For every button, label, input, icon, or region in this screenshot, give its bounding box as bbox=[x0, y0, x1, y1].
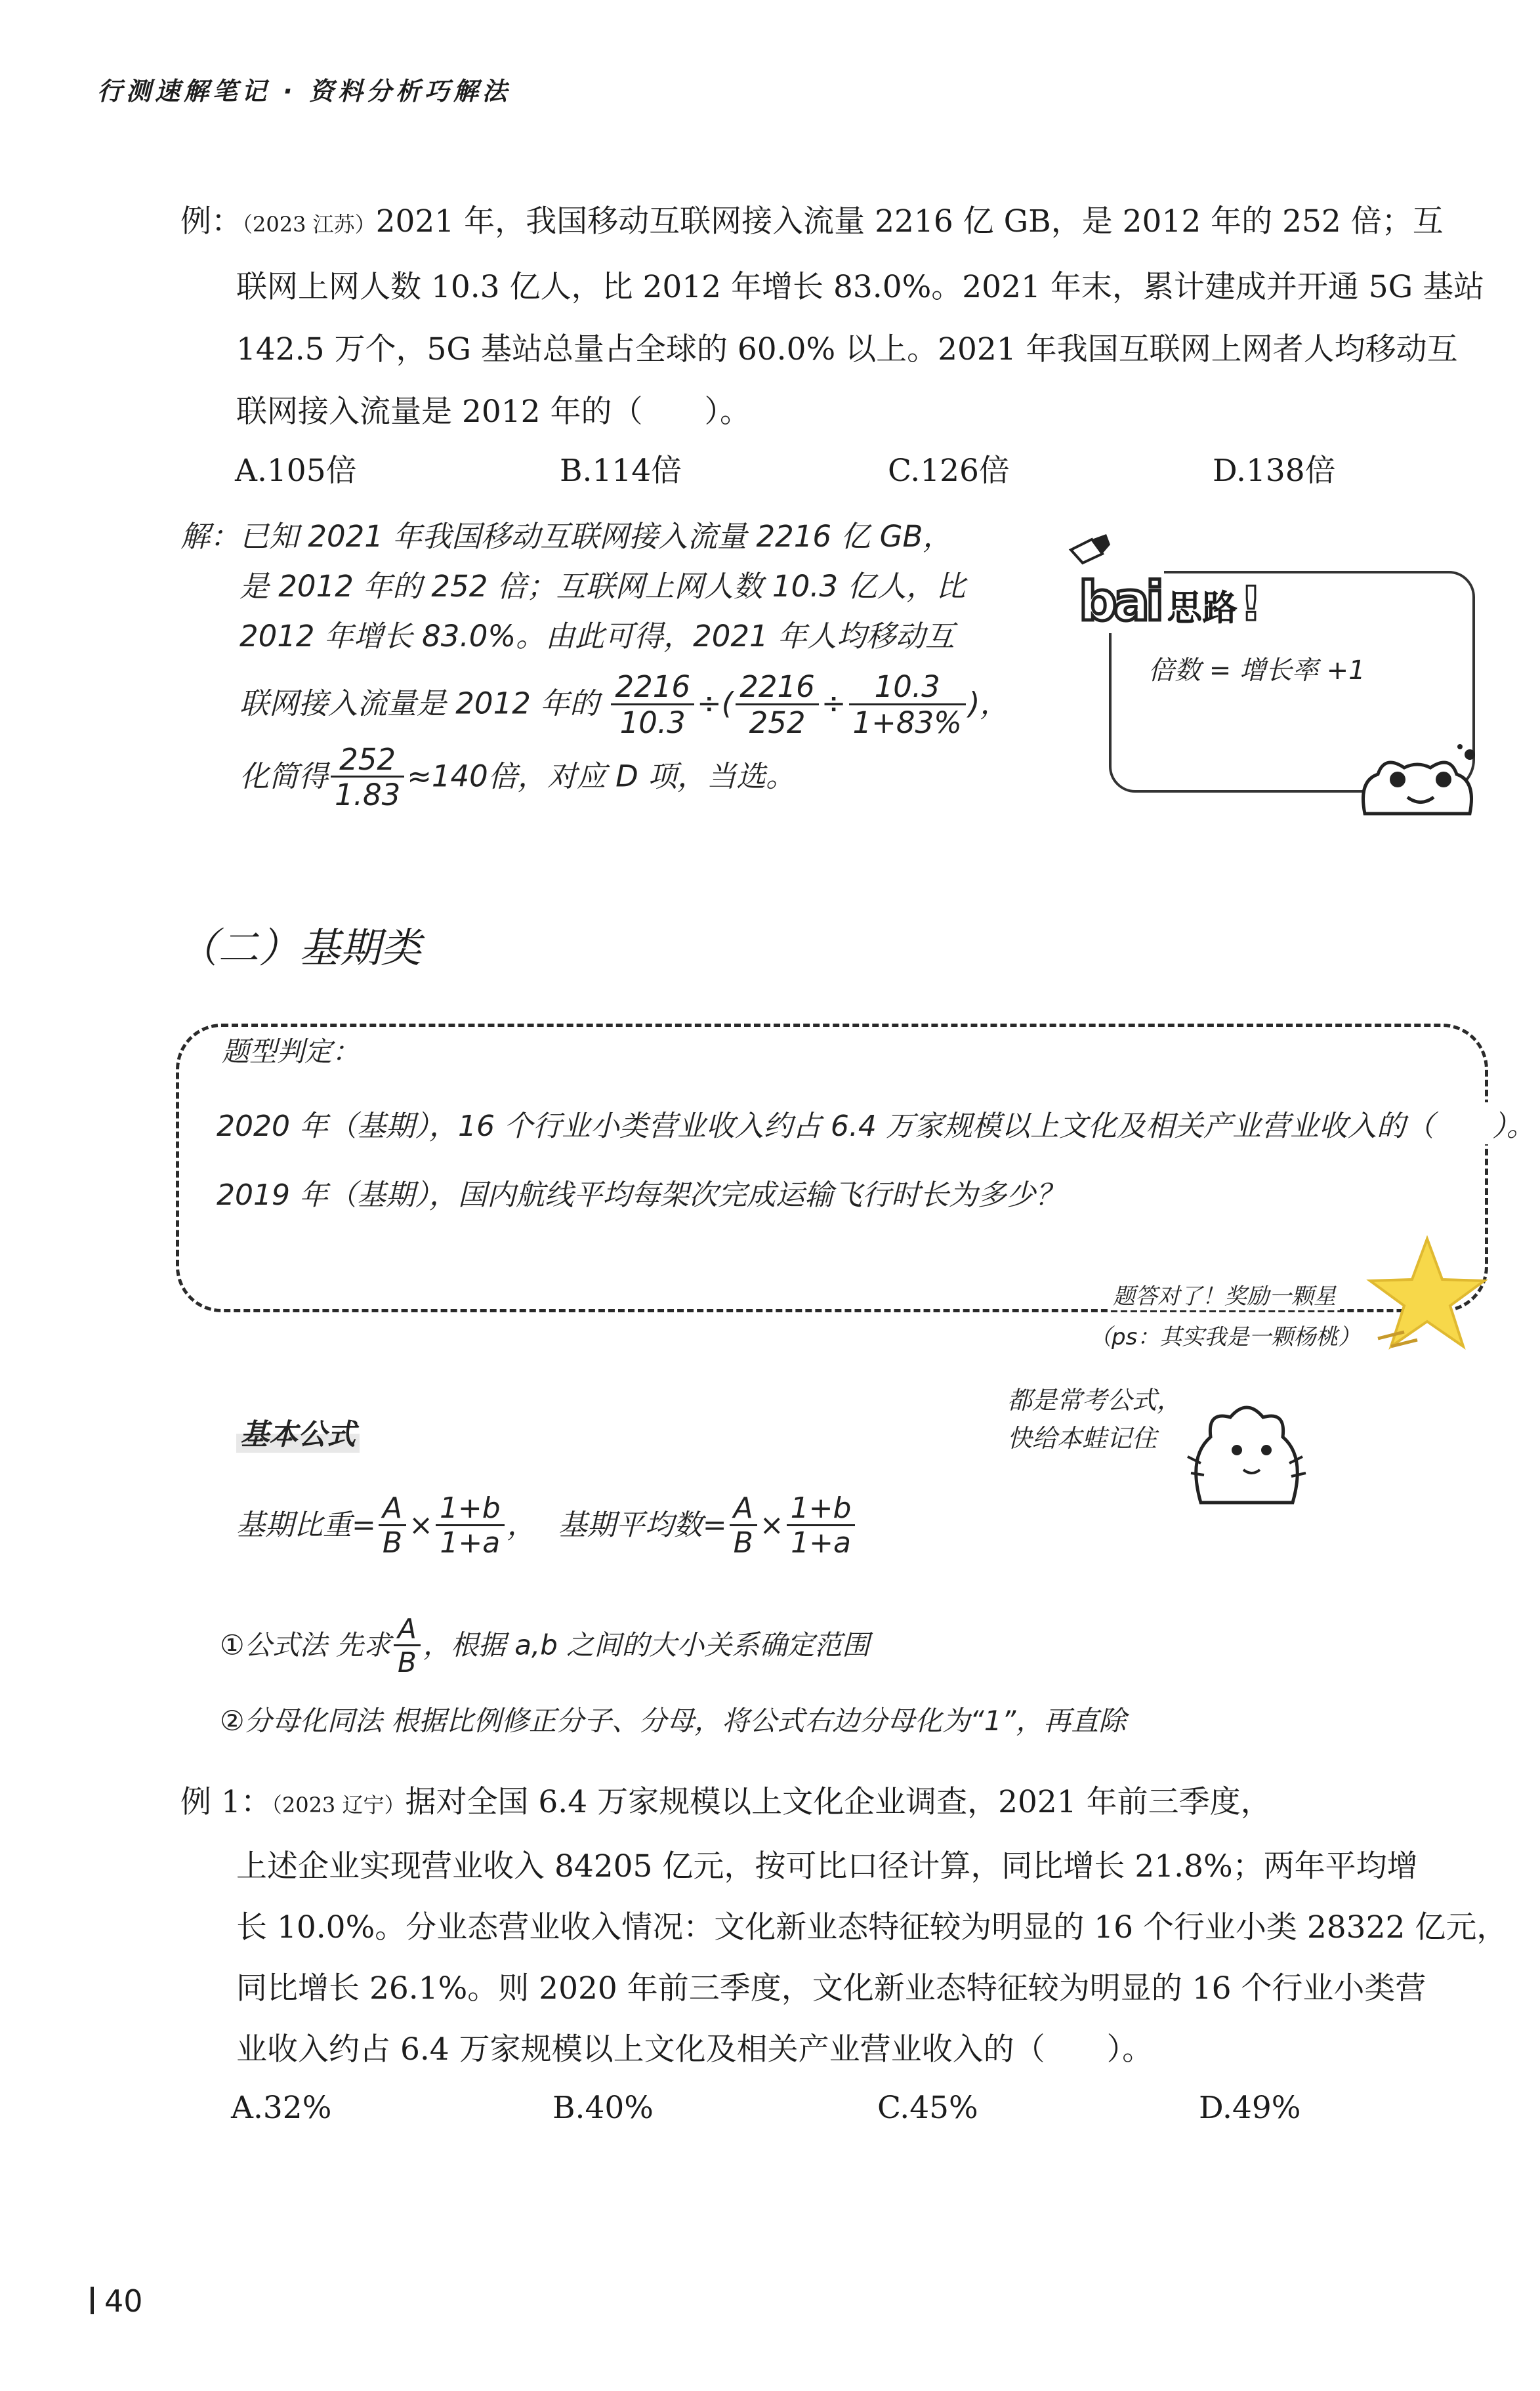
page-number: 40 bbox=[91, 2283, 143, 2319]
side-note: 都是常考公式， 快给本蛙记住 bbox=[1007, 1386, 1182, 1453]
solution-block: 解：已知 2021 年我国移动互联网接入流量 2216 亿 GB， 是 2012 年的 252 倍；互联网上网人数 10.3 亿人，比 2012 年增长 83.0%。由此可得，2021 年人均移动互 联网接入流量是 2012 年的 $\frac{2216}{10.3}$ ÷( $\frac{2216}{252}$ ÷ $\frac{10.3}{1+83\%}$ )， 化简得 $\frac{252}{1.83}$ ≈140倍，对应 D 项，当选。 bbox=[180, 512, 1033, 813]
answer-options bbox=[235, 446, 1416, 489]
fraction: $\frac{2216}{252}$ bbox=[736, 671, 819, 741]
question-line: 上述企业实现营业收入 84205 亿元，按可比口径计算，同比增长 21.8%；两年平均增 bbox=[236, 1848, 1418, 1884]
solution-line: 联网接入流量是 2012 年的 bbox=[239, 686, 600, 721]
option-b[interactable]: B.114倍 bbox=[560, 453, 682, 489]
solution-line: 是 2012 年的 252 倍；互联网上网人数 10.3 亿人，比 bbox=[239, 569, 966, 604]
solution-label: 解： bbox=[180, 519, 240, 554]
frog-icon bbox=[1352, 741, 1483, 827]
option-d[interactable]: D.49% bbox=[1199, 2090, 1301, 2126]
example-source: （2023 辽宁） bbox=[271, 1793, 406, 1818]
tip-formula: 倍数 = 增长率 +1 bbox=[1148, 655, 1365, 686]
judge-line: 2020 年（基期），16 个行业小类营业收入约占 6.4 万家规模以上文化及相关产业营业收入的（ ）。 bbox=[217, 1102, 1535, 1144]
example-label: 例： bbox=[180, 203, 242, 239]
option-c[interactable]: C.45% bbox=[877, 2090, 978, 2126]
tip-card: bai 思路! 倍数 = 增长率 +1 bbox=[1063, 525, 1483, 827]
fraction: $\frac{252}{1.83}$ bbox=[331, 743, 404, 814]
solution-line: 已知 2021 年我国移动互联网接入流量 2216 亿 GB， bbox=[239, 519, 953, 554]
fraction: $\frac{10.3}{1+83\%}$ bbox=[849, 671, 966, 741]
option-c[interactable]: C.126倍 bbox=[888, 453, 1010, 489]
fraction: $\frac{2216}{10.3}$ bbox=[611, 671, 694, 741]
fraction: $\frac{1+b}{1+a}$ bbox=[787, 1493, 856, 1561]
judge-note: 题答对了！奖励一颗星 bbox=[1109, 1278, 1340, 1310]
option-a[interactable]: A.105倍 bbox=[235, 453, 357, 489]
judge-box bbox=[176, 1024, 1488, 1312]
tip-title: 思路 bbox=[1164, 587, 1240, 629]
method-line: ①公式法 先求 $\frac{A}{B}$ ，根据 a,b 之间的大小关系确定范围 bbox=[220, 1613, 870, 1679]
example-label: 例 1： bbox=[180, 1784, 272, 1820]
example-question bbox=[180, 190, 1485, 443]
judge-label: 题型判定： bbox=[217, 1030, 365, 1070]
question-line: 同比增长 26.1%。则 2020 年前三季度，文化新业态特征较为明显的 16 个行业小类营 bbox=[236, 1970, 1426, 2006]
answer-options bbox=[231, 2090, 1412, 2129]
example-source: （2023 江苏） bbox=[242, 212, 376, 237]
question-line: 联网上网人数 10.3 亿人，比 2012 年增长 83.0%。2021 年末，累计建成并开通 5G 基站 bbox=[236, 269, 1485, 305]
brand-logo: bai bbox=[1075, 571, 1164, 633]
option-a[interactable]: A.32% bbox=[231, 2090, 332, 2126]
page-number-bar bbox=[91, 2287, 94, 2314]
fraction: $\frac{1+b}{1+a}$ bbox=[436, 1493, 505, 1561]
question-line: 142.5 万个，5G 基站总量占全球的 60.0% 以上。2021 年我国互联网上网者人均移动互 bbox=[236, 331, 1458, 367]
formula-title: 基本公式 bbox=[236, 1411, 360, 1453]
option-b[interactable]: B.40% bbox=[552, 2090, 654, 2126]
running-header: 行测速解笔记 · 资料分析巧解法 bbox=[97, 77, 511, 106]
judge-line: 2019 年（基期），国内航线平均每架次完成运输飞行时长为多少？ bbox=[217, 1178, 1064, 1212]
formula-line: 基期比重= $\frac{A}{B}$ × $\frac{1+b}{1+a}$ ， 基期平均数= $\frac{A}{B}$ × $\frac{1+b}{1+a}$ bbox=[236, 1493, 858, 1561]
question-line: 联网接入流量是 2012 年的（ ）。 bbox=[236, 394, 751, 430]
solution-line: 2012 年增长 83.0%。由此可得，2021 年人均移动互 bbox=[239, 619, 955, 654]
example-question bbox=[180, 1772, 1508, 2080]
fraction: $\frac{A}{B}$ bbox=[394, 1614, 421, 1680]
fraction: $\frac{A}{B}$ bbox=[730, 1493, 757, 1561]
fraction: $\frac{A}{B}$ bbox=[379, 1493, 406, 1561]
option-d[interactable]: D.138倍 bbox=[1213, 453, 1336, 489]
method-line: ②分母化同法 根据比例修正分子、分母，将公式右边分母化为“1”，再直除 bbox=[220, 1705, 1127, 1737]
question-line: 2021 年，我国移动互联网接入流量 2216 亿 GB，是 2012 年的 252 倍；互 bbox=[375, 203, 1444, 239]
section-title: （二）基期类 bbox=[177, 924, 422, 972]
question-line: 业收入约占 6.4 万家规模以上文化及相关产业营业收入的（ ）。 bbox=[236, 2031, 1154, 2068]
question-line: 据对全国 6.4 万家规模以上文化企业调查，2021 年前三季度， bbox=[405, 1784, 1272, 1820]
frog-mascot-icon bbox=[1175, 1384, 1325, 1516]
question-line: 长 10.0%。分业态营业收入情况：文化新业态特征较为明显的 16 个行业小类 28322 亿元， bbox=[236, 1909, 1508, 1945]
star-icon bbox=[1365, 1234, 1489, 1352]
judge-note: （ps：其实我是一颗杨桃） bbox=[1089, 1324, 1361, 1350]
